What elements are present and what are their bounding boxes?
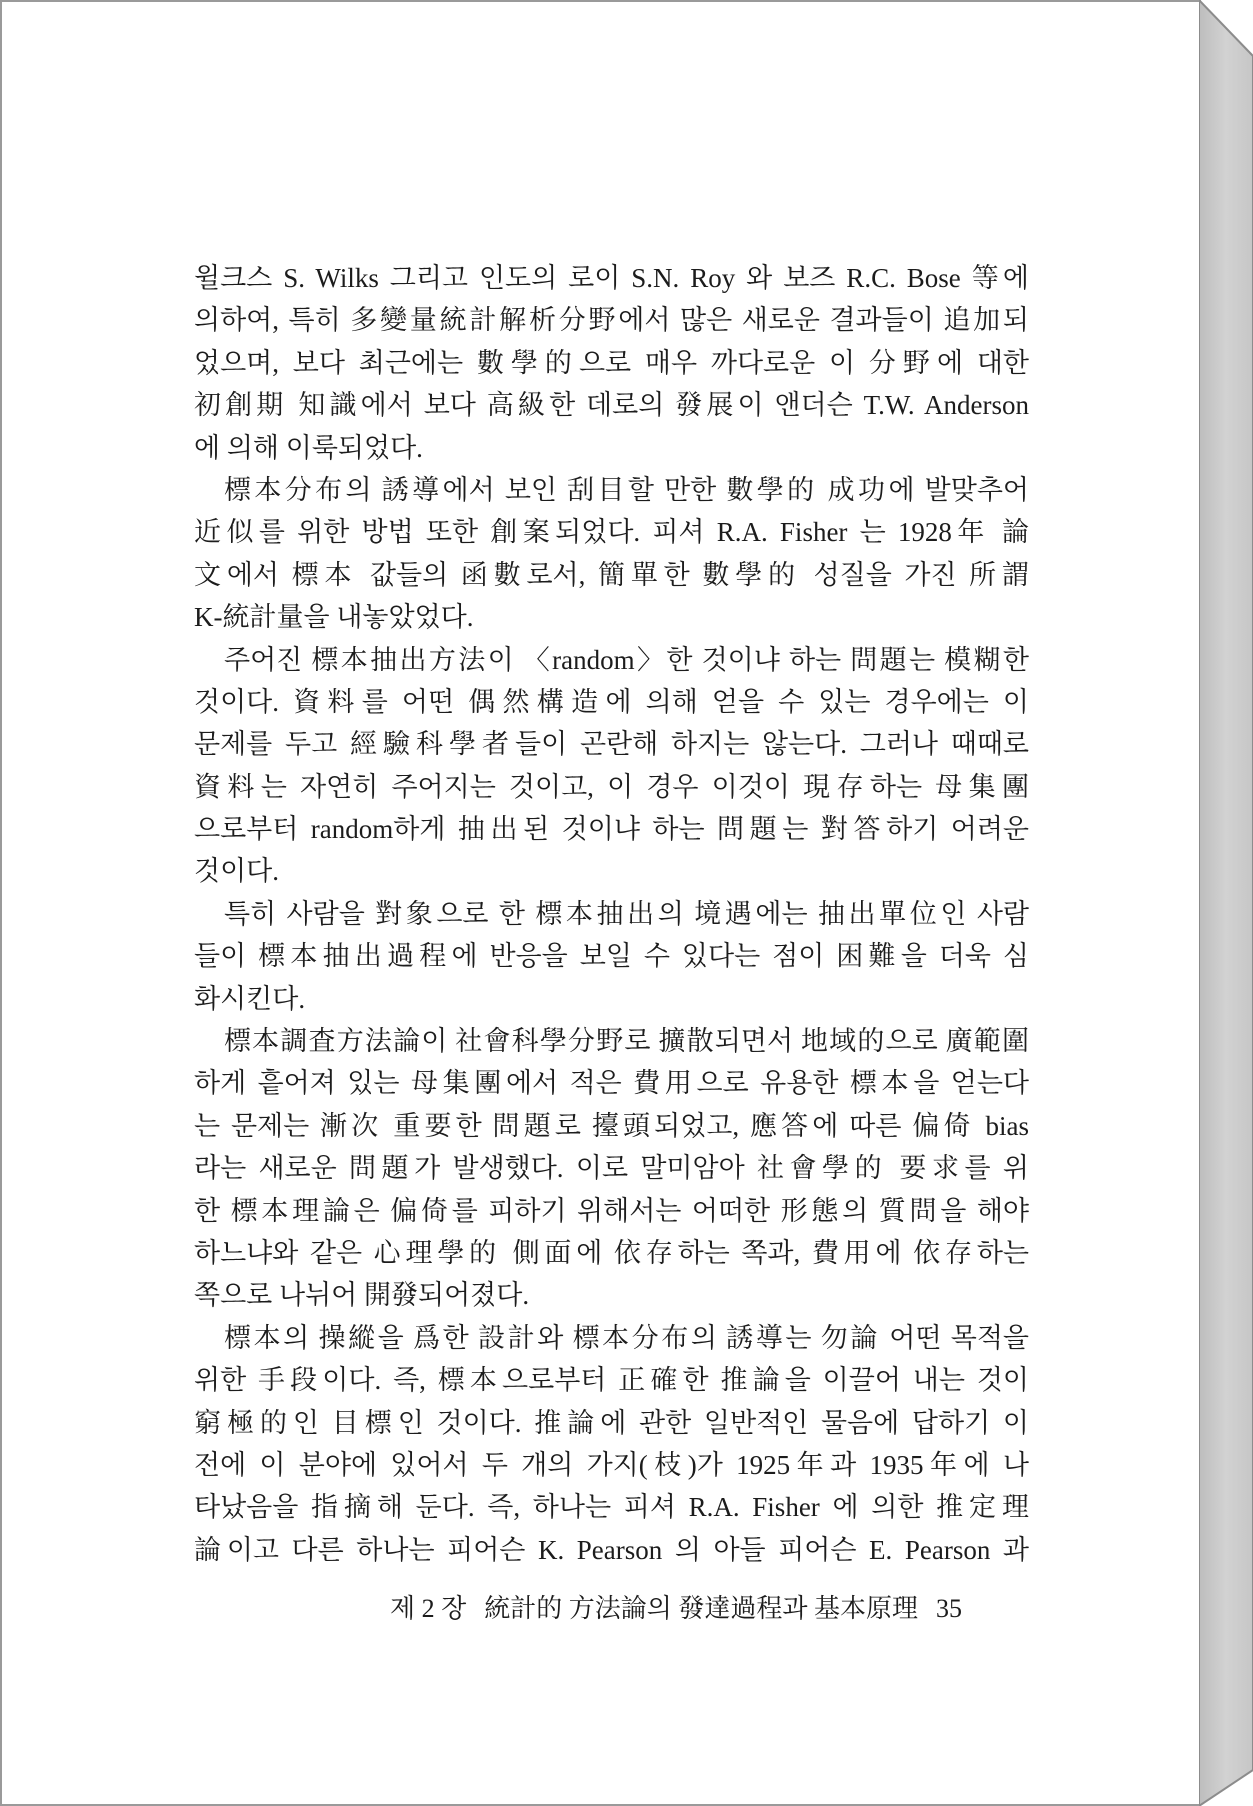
- text-line: 標本의 操縱을 爲한 設計와 標本分布의 誘導는 勿論 어떤 목적을: [224, 1322, 1029, 1353]
- paragraph: [194, 893, 1029, 1020]
- text-line: 近似를 위한 방법 또한 創案되었다. 피셔 R.A. Fisher 는 1928年 論: [194, 517, 1029, 548]
- text-line: 화시킨다.: [194, 983, 306, 1014]
- text-line: 資料는 자연히 주어지는 것이고, 이 경우 이것이 現存하는 母集團: [194, 771, 1029, 802]
- text-line: 初創期 知識에서 보다 高級한 데로의 發展이 앤더슨 T.W. Anderson: [194, 390, 1029, 421]
- text-line: 標本分布의 誘導에서 보인 刮目할 만한 數學的 成功에 발맞추어: [224, 474, 1029, 505]
- text-line: 의하여, 특히 多變量統計解析分野에서 많은 새로운 결과들이 追加되: [194, 305, 1029, 336]
- text-line: 문제를 두고 經驗科學者들이 곤란해 하지는 않는다. 그러나 때때로: [194, 729, 1029, 760]
- paragraph: [194, 1020, 1029, 1317]
- body-text: [194, 257, 1029, 1571]
- text-line: 윌크스 S. Wilks 그리고 인도의 로이 S.N. Roy 와 보즈 R.C. Bose 等에: [194, 263, 1029, 293]
- paragraph: [194, 257, 1029, 469]
- text-line: 들이 標本抽出過程에 반응을 보일 수 있다는 점이 困難을 더욱 심: [194, 941, 1029, 972]
- text-line: 라는 새로운 問題가 발생했다. 이로 말미암아 社會學的 要求를 위: [194, 1153, 1029, 1184]
- text-line: 쪽으로 나뉘어 開發되어졌다.: [194, 1280, 530, 1311]
- text-line: 주어진 標本抽出方法이 〈random〉한 것이냐 하는 問題는 模糊한: [224, 644, 1029, 675]
- text-line: 위한 手段이다. 즉, 標本으로부터 正確한 推論을 이끌어 내는 것이: [194, 1365, 1029, 1396]
- text-line: 것이다. 資料를 어떤 偶然構造에 의해 얻을 수 있는 경우에는 이: [194, 686, 1029, 717]
- text-line: 특히 사람을 對象으로 한 標本抽出의 境遇에는 抽出單位인 사람: [224, 898, 1029, 929]
- chapter-title: 統計的 方法論의 發達過程과 基本原理: [484, 1594, 918, 1623]
- text-line: K-統計量을 내놓았었다.: [194, 602, 474, 633]
- text-line: 標本調査方法論이 社會科學分野로 擴散되면서 地域的으로 廣範圍: [224, 1026, 1029, 1057]
- page-edge: [1199, 0, 1253, 1806]
- text-line: 타났음을 指摘해 둔다. 즉, 하나는 피셔 R.A. Fisher 에 의한 推定理: [194, 1492, 1029, 1523]
- text-line: 으로부터 random하게 抽出된 것이냐 하는 問題는 對答하기 어려운: [194, 814, 1029, 845]
- paragraph: [194, 469, 1029, 639]
- running-footer: [390, 1588, 962, 1630]
- paragraph: [194, 1317, 1029, 1571]
- paragraph: [194, 639, 1029, 893]
- text-line: 는 문제는 漸次 重要한 問題로 擡頭되었고, 應答에 따른 偏倚 bias: [194, 1110, 1029, 1141]
- text-line: 하느냐와 같은 心理學的 側面에 依存하는 쪽과, 費用에 依存하는: [194, 1237, 1029, 1268]
- text-line: 에 의해 이룩되었다.: [194, 432, 423, 463]
- text-line: 었으며, 보다 최근에는 數學的으로 매우 까다로운 이 分野에 대한: [194, 347, 1029, 378]
- chapter-label: 제 2 장: [390, 1594, 467, 1623]
- text-line: 것이다.: [194, 856, 279, 887]
- text-line: 文에서 標本 값들의 函數로서, 簡單한 數學的 성질을 가진 所謂: [194, 559, 1029, 590]
- text-line: 한 標本理論은 偏倚를 피하기 위해서는 어떠한 形態의 質問을 해야: [194, 1195, 1029, 1226]
- text-line: 論이고 다른 하나는 피어슨 K. Pearson 의 아들 피어슨 E. Pearson 과: [194, 1534, 1029, 1565]
- page-number: 35: [936, 1594, 962, 1623]
- text-line: 窮極的인 目標인 것이다. 推論에 관한 일반적인 물음에 답하기 이: [194, 1407, 1029, 1438]
- text-line: 하게 흩어져 있는 母集團에서 적은 費用으로 유용한 標本을 얻는다: [194, 1068, 1029, 1099]
- text-line: 전에 이 분야에 있어서 두 개의 가지(枝)가 1925年과 1935年에 나: [194, 1449, 1029, 1480]
